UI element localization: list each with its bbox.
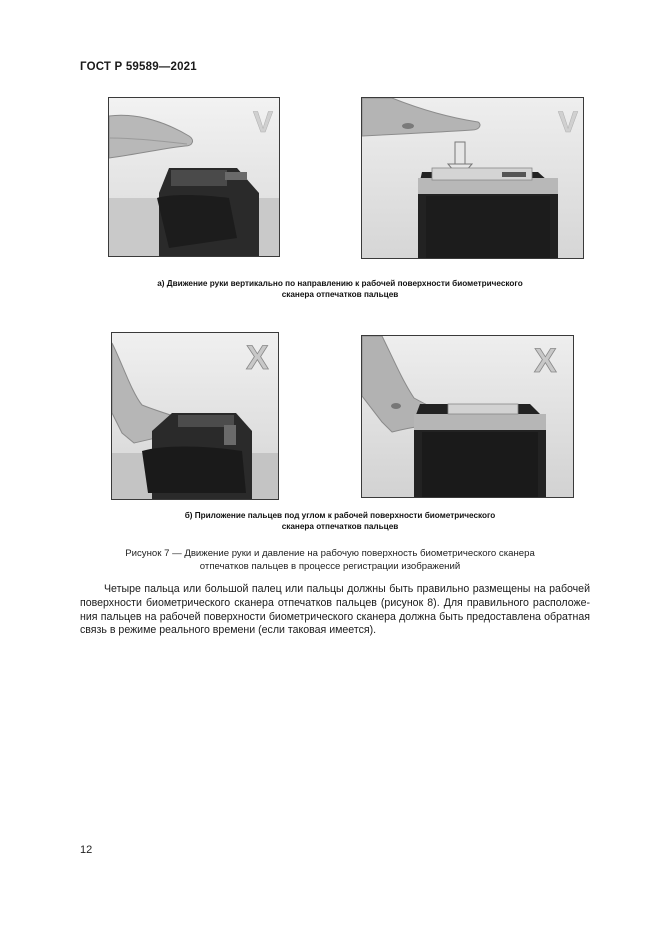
caption-b-line1: б) Приложение пальцев под углом к рабочей поверхности биометрического <box>184 511 496 520</box>
checkmark-icon: V <box>253 106 274 139</box>
caption-b-line2: сканера отпечатков пальцев <box>281 522 399 531</box>
caption-b <box>120 510 560 532</box>
photo-scanner-top-wrong <box>361 335 574 498</box>
photo-scanner-side-correct <box>108 97 280 257</box>
document-header: ГОСТ Р 59589—2021 <box>80 61 197 73</box>
caption-a-line1: а) Движение руки вертикально по направлению к рабочей поверхности биометрического <box>157 279 523 288</box>
figure-title <box>100 547 560 573</box>
photo-scanner-top-correct <box>361 97 584 259</box>
x-mark-icon: X <box>246 339 269 377</box>
figure-title-line2: отпечатков пальцев в процессе регистрации изображений <box>199 561 461 572</box>
figure-title-line1: Рисунок 7 — Движение руки и давление на рабочую поверхность биометрического сканера <box>125 548 535 559</box>
x-mark-icon: X <box>534 342 557 380</box>
caption-a-line2: сканера отпечатков пальцев <box>281 290 399 299</box>
page-number: 12 <box>80 844 93 856</box>
body-paragraph: Четыре пальца или большой палец или пальцы должны быть правильно размещены на рабочей поверхности биометрического сканера отпечатков пальцев (рисунок 8). Для правильного расположения пальцев на рабочей поверхности биометрического сканера должна быть предоставлена обратная связь в режиме реального времени (если таковая имеется). <box>80 583 590 637</box>
photo-scanner-side-wrong <box>111 332 279 500</box>
caption-a <box>100 278 580 300</box>
checkmark-icon: V <box>558 106 579 139</box>
